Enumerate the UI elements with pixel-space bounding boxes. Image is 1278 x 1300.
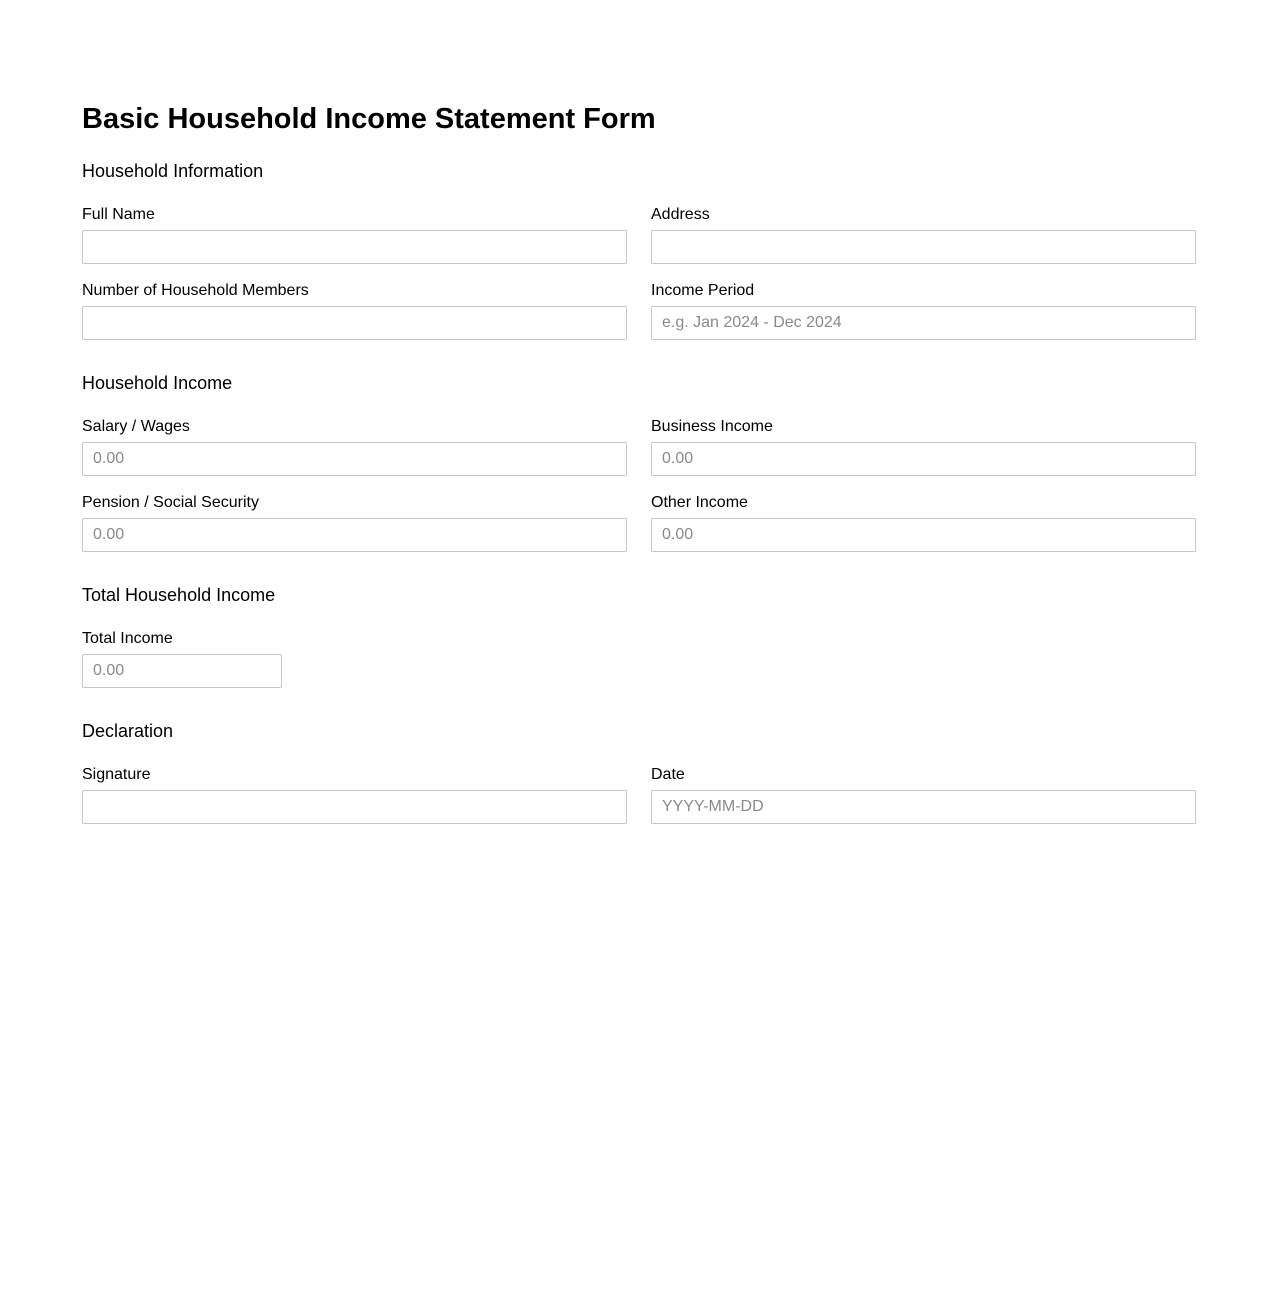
pension-social-security-label: Pension / Social Security [82, 494, 259, 511]
section-heading-total-household-income: Total Household Income [82, 585, 276, 605]
date-input[interactable] [651, 790, 1196, 824]
section-heading-household-income: Household Income [82, 373, 233, 393]
signature-label: Signature [82, 766, 151, 783]
household-members-label: Number of Household Members [82, 282, 309, 299]
full-name-input[interactable] [82, 230, 627, 264]
salary-wages-input[interactable] [82, 442, 627, 476]
total-income-input[interactable] [82, 654, 282, 688]
income-period-label: Income Period [651, 282, 755, 299]
other-income-label: Other Income [651, 494, 748, 511]
income-period-input[interactable] [651, 306, 1196, 340]
household-members-input[interactable] [82, 306, 627, 340]
address-label: Address [651, 206, 710, 223]
full-name-label: Full Name [82, 206, 155, 223]
page-title: Basic Household Income Statement Form [82, 103, 656, 135]
address-input[interactable] [651, 230, 1196, 264]
business-income-label: Business Income [651, 418, 773, 435]
section-heading-declaration: Declaration [82, 721, 174, 741]
other-income-input[interactable] [651, 518, 1196, 552]
date-label: Date [651, 766, 685, 783]
section-heading-household-information: Household Information [82, 161, 264, 181]
salary-wages-label: Salary / Wages [82, 418, 190, 435]
signature-input[interactable] [82, 790, 627, 824]
business-income-input[interactable] [651, 442, 1196, 476]
total-income-label: Total Income [82, 630, 173, 647]
pension-social-security-input[interactable] [82, 518, 627, 552]
